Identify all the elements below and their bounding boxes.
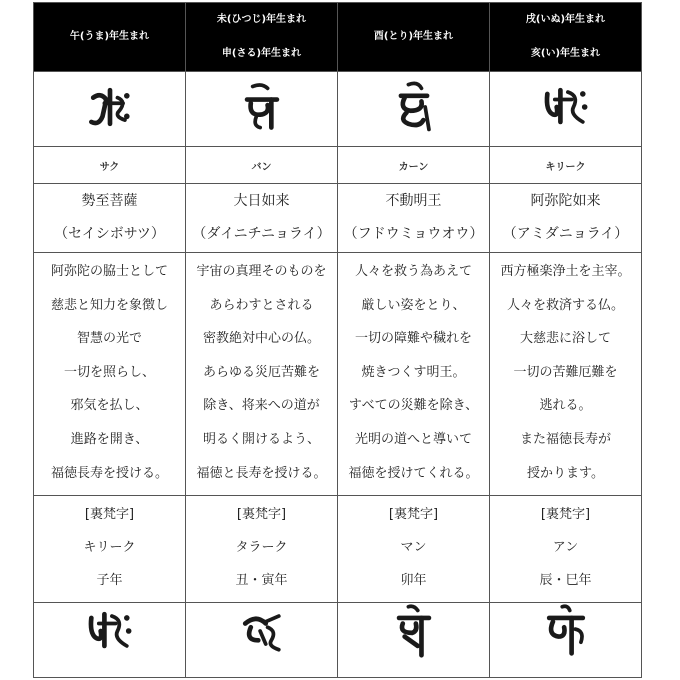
deity-kana: （セイシボサツ） — [54, 226, 165, 242]
kan-glyph-icon — [386, 79, 442, 135]
deity-kana: （アミダニョライ） — [502, 226, 629, 242]
ura-bonji-reading: キリーク — [83, 540, 136, 555]
deity-kana: （フドウミョウオウ） — [343, 226, 484, 242]
bonji-cell — [490, 603, 642, 678]
header-year: 酉(とり)年生まれ — [373, 31, 454, 42]
ura-bonji-label: [裏梵字] — [84, 507, 135, 522]
ura-bonji-row — [34, 496, 642, 603]
ura-bonji-cell — [186, 496, 338, 603]
ban-glyph-icon — [234, 79, 290, 135]
bonji-cell — [338, 72, 490, 147]
header-cell-uma — [34, 3, 186, 72]
ura-bonji-year: 子年 — [96, 573, 123, 588]
deity-name: 阿弥陀如来 — [530, 193, 601, 209]
header-cell-inu-i — [490, 3, 642, 72]
kiriku-glyph-icon — [538, 79, 594, 135]
bonji-reading: バン — [186, 147, 338, 184]
bonji-row — [34, 72, 642, 147]
bonji-cell — [34, 72, 186, 147]
an-glyph-icon — [538, 603, 594, 659]
zodiac-bonji-table — [33, 2, 642, 678]
bonji-cell — [186, 72, 338, 147]
description-line: あらわすとされる — [209, 297, 314, 313]
header-cell-tori — [338, 3, 490, 72]
description-line: あらゆる災厄苦難を — [202, 364, 320, 380]
description-line: 宇宙の真理そのものを — [196, 264, 327, 279]
saku-glyph-icon — [82, 79, 138, 135]
deity-cell — [186, 184, 338, 253]
description-line: 智慧の光で — [76, 331, 142, 347]
ura-bonji-glyph-row — [34, 603, 642, 678]
ura-bonji-label: [裏梵字] — [388, 507, 439, 522]
header-year: 申(さる)年生まれ — [221, 48, 302, 59]
ura-bonji-reading: タラーク — [235, 540, 288, 555]
bonji-cell — [34, 603, 186, 678]
bonji-cell — [186, 603, 338, 678]
header-cell-hitsuji-saru — [186, 3, 338, 72]
description-line: 福徳長寿を授ける。 — [50, 465, 168, 481]
description-cell — [338, 253, 490, 496]
header-year: 未(ひつじ)年生まれ — [216, 14, 307, 25]
tarak-glyph-icon — [234, 603, 290, 659]
description-cell — [34, 253, 186, 496]
ura-bonji-cell — [34, 496, 186, 603]
ura-bonji-year: 丑・寅年 — [235, 573, 288, 588]
deity-cell — [34, 184, 186, 253]
ura-bonji-year: 卯年 — [400, 573, 427, 588]
description-line: 人々を救う為あえて — [354, 264, 472, 279]
deity-name: 勢至菩薩 — [81, 193, 138, 209]
bonji-cell — [338, 603, 490, 678]
description-line: 逃れる。 — [539, 398, 592, 414]
description-line: 厳しい姿をとり、 — [361, 297, 466, 313]
header-row — [34, 3, 642, 72]
description-line: 阿弥陀の脇士として — [50, 264, 168, 279]
description-line: 西方極楽浄土を主宰。 — [500, 264, 631, 279]
description-line: 慈悲と知力を象徴し — [50, 297, 168, 313]
description-line: 光明の道へと導いて — [354, 431, 472, 447]
deity-kana: （ダイニチニョライ） — [192, 226, 331, 242]
deity-name: 大日如来 — [233, 193, 290, 209]
description-cell — [186, 253, 338, 496]
description-line: すべての災難を除き、 — [348, 398, 479, 414]
description-row — [34, 253, 642, 496]
description-line: また福徳長寿が — [519, 431, 611, 447]
header-year: 亥(い)年生まれ — [530, 48, 601, 59]
bonji-reading: カーン — [338, 147, 490, 184]
reading-row — [34, 147, 642, 184]
bonji-cell — [490, 72, 642, 147]
description-line: 明るく開けるよう、 — [202, 431, 320, 447]
deity-name: 不動明王 — [385, 193, 442, 209]
description-cell — [490, 253, 642, 496]
deity-row — [34, 184, 642, 253]
bonji-reading: サク — [34, 147, 186, 184]
description-line: 進路を開き、 — [70, 431, 149, 447]
ura-bonji-cell — [490, 496, 642, 603]
ura-bonji-label: [裏梵字] — [236, 507, 287, 522]
deity-cell — [490, 184, 642, 253]
ura-bonji-year: 辰・巳年 — [539, 573, 592, 588]
description-line: 除き、将来への道が — [203, 398, 320, 414]
header-year: 戌(いぬ)年生まれ — [525, 14, 606, 25]
bonji-reading: キリーク — [490, 147, 642, 184]
description-line: 一切の苦難厄難を — [513, 364, 618, 380]
description-line: 授かります。 — [527, 465, 604, 481]
description-line: 邪気を払し、 — [70, 398, 149, 414]
header-year: 午(うま)年生まれ — [69, 31, 150, 42]
ura-bonji-reading: マン — [400, 540, 427, 555]
description-line: 福徳と長寿を授ける。 — [196, 465, 327, 481]
description-line: 密教絶対中心の仏。 — [202, 331, 320, 347]
description-line: 焼きつくす明王。 — [361, 364, 466, 380]
ura-bonji-cell — [338, 496, 490, 603]
ura-bonji-reading: アン — [552, 540, 579, 555]
description-line: 大慈悲に浴して — [519, 331, 611, 347]
ura-bonji-label: [裏梵字] — [540, 507, 591, 522]
description-line: 一切を照らし、 — [63, 364, 155, 380]
kiriku-glyph-icon — [82, 603, 138, 659]
man-glyph-icon — [386, 603, 442, 659]
description-line: 福徳を授けてくれる。 — [348, 465, 479, 481]
deity-cell — [338, 184, 490, 253]
description-line: 一切の障難や穢れを — [354, 331, 472, 347]
description-line: 人々を救済する仏。 — [506, 297, 624, 313]
